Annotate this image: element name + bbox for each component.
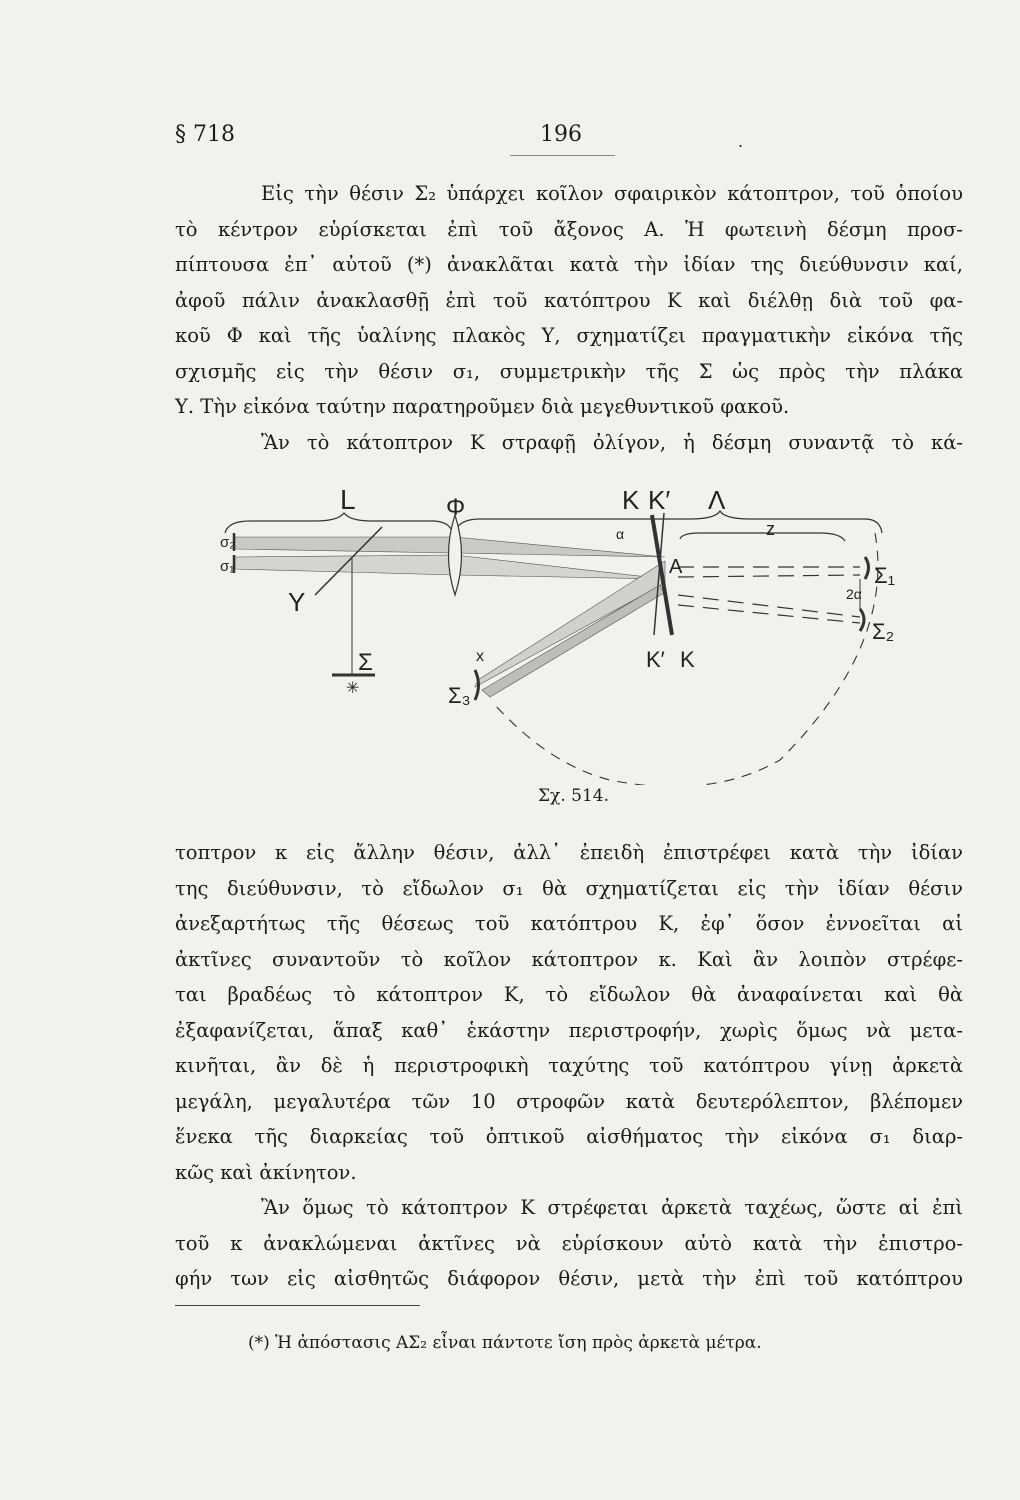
text-line: σχισμῆς εἰς τὴν θέσιν σ₁, συμμετρικὴν τῆς Σ ὡς πρὸς τὴν πλάκα xyxy=(175,359,963,383)
text-line: τοπτρον κ εἰς ἄλλην θέσιν, ἀλλ᾽ ἐπειδὴ ἐπιστρέφει κατὰ τὴν ἰδίαν xyxy=(175,841,963,864)
text-line: Υ. Τὴν εἰκόνα ταύτην παρατηροῦμεν διὰ μεγεθυντικοῦ φακοῦ. xyxy=(175,395,790,418)
brace-z xyxy=(680,533,845,541)
paragraph-1 xyxy=(175,176,963,460)
text-line: ἀκτῖνες συναντοῦν τὸ κοῖλον κάτοπτρον κ. Καὶ ἂν λοιπὸν στρέφε- xyxy=(175,947,963,971)
mirror-sigma2 xyxy=(860,609,864,631)
text-line: κοῦ Φ καὶ τῆς ὑαλίνης πλακὸς Υ, σχηματίζει πραγματικὴν εἰκόνα τῆς xyxy=(175,324,963,347)
label-Sigma: Σ xyxy=(358,649,373,676)
label-Lambda: Λ xyxy=(708,485,726,515)
beam-reflected xyxy=(475,561,665,687)
text-line: ἕνεκα τῆς διαρκείας τοῦ ὀπτικοῦ αἰσθήματος τὴν εἰκόνα σ₁ διαρ- xyxy=(175,1125,963,1148)
text-line: τοῦ κ ἀνακλώμεναι ἀκτῖνες νὰ εὑρίσκουν αὐτὸ κατὰ τὴν ἐπιστρο- xyxy=(175,1231,963,1255)
header-rule xyxy=(510,155,615,156)
text-line: ἐξαφανίζεται, ἅπαξ καθ᾽ ἑκάστην περιστροφήν, χωρὶς ὅμως νὰ μετα- xyxy=(175,1018,963,1042)
label-L: L xyxy=(340,484,356,515)
figure-caption: Σχ. 514. xyxy=(538,786,609,806)
label-K1: K xyxy=(622,485,640,515)
label-x: x xyxy=(476,648,484,665)
text-line: Ἂν ὅμως τὸ κάτοπτρον Κ στρέφεται ἀρκετὰ ταχέως, ὥστε αἱ ἐπὶ xyxy=(261,1196,963,1219)
footnote: (*) Ἡ ἀπόστασις ΑΣ₂ εἶναι πάντοτε ἴση πρὸς ἀρκετὰ μέτρα. xyxy=(248,1333,762,1353)
beam-sigma3 xyxy=(482,585,664,697)
label-K2: K xyxy=(680,647,695,672)
optics-diagram xyxy=(220,475,940,785)
text-line: τὸ κέντρον εὑρίσκεται ἐπὶ τοῦ ἄξονος Α. Ἡ φωτεινὴ δέσμη προσ- xyxy=(175,217,963,241)
text-line: Ἂν τὸ κάτοπτρον Κ στραφῇ ὀλίγον, ἡ δέσμη συναντᾷ τὸ κά- xyxy=(261,430,963,454)
label-z: z xyxy=(766,519,775,539)
label-sigma2: σ₂ xyxy=(220,534,236,551)
text-line: Εἰς τὴν θέσιν Σ₂ ὑπάρχει κοῖλον σφαιρικὸν κάτοπτρον, τοῦ ὁποίου xyxy=(261,182,963,205)
label-Kp: K′ xyxy=(648,485,671,515)
brace-L xyxy=(225,513,452,533)
label-Sigma1: Σ₁ xyxy=(874,563,896,588)
mirror-sigma1 xyxy=(865,557,869,579)
footnote-rule xyxy=(175,1305,420,1306)
label-Sigma2: Σ₂ xyxy=(872,619,895,644)
label-phi: Φ xyxy=(446,494,466,521)
label-A: A xyxy=(669,556,683,578)
label-sigma1: σ₁ xyxy=(220,558,235,575)
label-Y: Y xyxy=(288,587,306,617)
text-line: μεγάλη, μεγαλυτέρα τῶν 10 στροφῶν κατὰ δευτερόλεπτον, βλέπομεν xyxy=(175,1089,963,1113)
text-line: της διεύθυνσιν, τὸ εἴδωλον σ₁ θὰ σχηματίζεται εἰς τὴν ἰδίαν θέσιν xyxy=(175,876,963,900)
label-two-alpha: 2α xyxy=(846,586,862,602)
label-Sigma3: Σ₃ xyxy=(448,683,471,708)
lens-phi xyxy=(449,515,462,595)
text-line: ἀνεξαρτήτως τῆς θέσεως τοῦ κατόπτρου Κ, ἐφ᾽ ὅσον ἐννοεῖται αἱ xyxy=(175,912,963,935)
text-line: κῶς καὶ ἀκίνητον. xyxy=(175,1160,357,1184)
paragraph-2 xyxy=(175,835,963,1297)
text-line: πίπτουσα ἐπ᾽ αὐτοῦ (*) ἀνακλᾶται κατὰ τὴν ἰδίαν της διεύθυνσιν καί, xyxy=(175,253,963,276)
text-line: φήν των εἰς αἰσθητῶς διάφορον θέσιν, μετὰ τὴν ἐπὶ τοῦ κατόπτρου xyxy=(175,1267,963,1290)
text-line: ἀφοῦ πάλιν ἀνακλασθῇ ἐπὶ τοῦ κατόπτρου Κ καὶ διέλθῃ διὰ τοῦ φα- xyxy=(175,288,963,312)
label-Kp2: K′ xyxy=(646,647,665,672)
header-dot: . xyxy=(738,132,744,151)
page-number: 196 xyxy=(540,122,582,147)
source-star-icon: ✳ xyxy=(346,678,360,697)
text-line: κινῆται, ἂν δὲ ἡ περιστροφικὴ ταχύτης τοῦ κατόπτρου γίνῃ ἀρκετὰ xyxy=(175,1054,963,1077)
section-number: § 718 xyxy=(175,122,235,147)
label-alpha: α xyxy=(616,526,625,542)
text-line: ται βραδέως τὸ κάτοπτρον Κ, τὸ εἴδωλον θὰ ἀναφαίνεται καὶ θὰ xyxy=(175,983,963,1006)
